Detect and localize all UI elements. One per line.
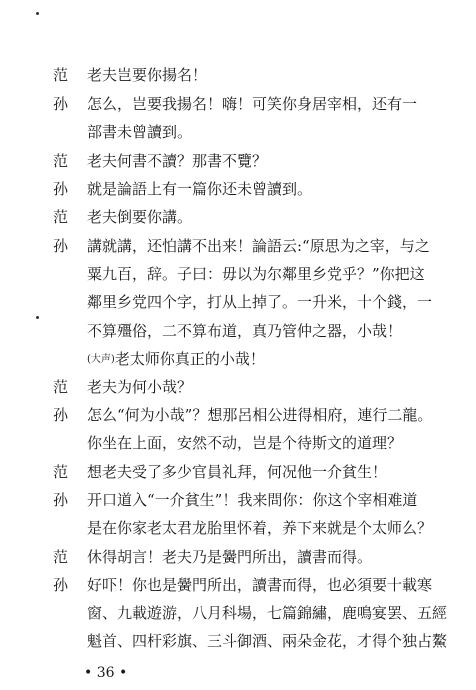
page-number: • 36 • [84, 665, 128, 681]
dialogue-line [0, 431, 476, 455]
dialogue-line [0, 234, 476, 258]
dialogue-text [87, 347, 265, 372]
dialogue-line [0, 262, 476, 286]
dialogue-text: 想老夫受了多少官員礼拜，何况他一介貧生！ [87, 463, 388, 481]
dialogue-text: 老夫倒要你講。 [87, 208, 193, 226]
dialogue-text: 怎么“何为小哉”？想那呂相公进得相府，連行二龍。 [87, 406, 433, 424]
speaker-label: 孙 [53, 491, 69, 509]
dialogue-line [0, 290, 476, 314]
speaker-label: 孙 [53, 95, 69, 113]
speaker-label: 孙 [53, 237, 69, 255]
dialogue-text: 講就講，还怕講不出来！論語云:“原思为之宰，与之 [87, 237, 430, 255]
dialogue-text: 好吓！你也是黌門所出，讀書而得，也必須要十載寒 [87, 576, 433, 594]
speaker-label: 范 [53, 152, 69, 170]
dialogue-line [0, 460, 476, 484]
dialogue-text: 窗、九載遊游，八月科場，七篇錦繡，鹿鳴宴罢、五經 [87, 604, 448, 622]
speaker-label: 范 [53, 66, 69, 84]
speaker-label: 范 [53, 548, 69, 566]
speaker-label: 孙 [53, 406, 69, 424]
dialogue-text: 老夫何書不讀？那書不覽？ [87, 152, 268, 170]
stage-direction: (大声) [87, 354, 115, 365]
speaker-label: 范 [53, 378, 69, 396]
dialogue-line [0, 375, 476, 399]
dialogue-text: 开口道入“一介貧生”！我来問你：你这个宰相难道 [87, 491, 418, 509]
dialogue-text: 鄰里乡党四个字，打从上掉了。一升米，十个錢，一 [87, 293, 433, 311]
dialogue-text: 休得胡言！老夫乃是黌門所出，讀書而得。 [87, 548, 373, 566]
dialogue-text: 就是論語上有一篇你还未曾讀到。 [87, 180, 313, 198]
dialogue-line [0, 629, 476, 653]
dialogue-line [0, 347, 476, 371]
dialogue-text: 不算殭俗，二不算布道，真乃管仲之器，小哉！ [87, 322, 403, 340]
dialogue-text: 老夫为何小哉？ [87, 378, 193, 396]
dialogue-line [0, 403, 476, 427]
speck [36, 12, 39, 15]
dialogue-line [0, 319, 476, 343]
dialogue-line [0, 63, 476, 87]
dialogue-line [0, 545, 476, 569]
dialogue-text-part: 老太师你真正的小哉！ [114, 350, 265, 368]
speaker-label: 范 [53, 208, 69, 226]
dialogue-line [0, 177, 476, 201]
dialogue-text: 你坐在上面，安然不动，岂是个待斯文的道理？ [87, 434, 403, 452]
speaker-label: 孙 [53, 180, 69, 198]
dialogue-line [0, 601, 476, 625]
speaker-label: 孙 [53, 576, 69, 594]
dialogue-line [0, 120, 476, 144]
dialogue-line [0, 573, 476, 597]
dialogue-line [0, 149, 476, 173]
dialogue-line [0, 205, 476, 229]
dialogue-text: 是在你家老太君龙胎里怀着，养下来就是个太师么？ [87, 519, 433, 537]
speaker-label: 范 [53, 463, 69, 481]
dialogue-text: 怎么，岂要我揚名！嗨！可笑你身居宰相，还有一 [87, 95, 418, 113]
dialogue-text: 部書未曾讀到。 [87, 123, 193, 141]
dialogue-line [0, 488, 476, 512]
dialogue-line [0, 92, 476, 116]
dialogue-line [0, 516, 476, 540]
dialogue-text: 魁首、四杆彩旗、三斗御酒、兩朵金花，才得个独占鰲 [87, 632, 448, 650]
dialogue-text: 粟九百，辞。子曰：毋以为尔鄰里乡党乎？”你把这 [87, 265, 425, 283]
dialogue-text: 老夫岂要你揚名！ [87, 66, 208, 84]
